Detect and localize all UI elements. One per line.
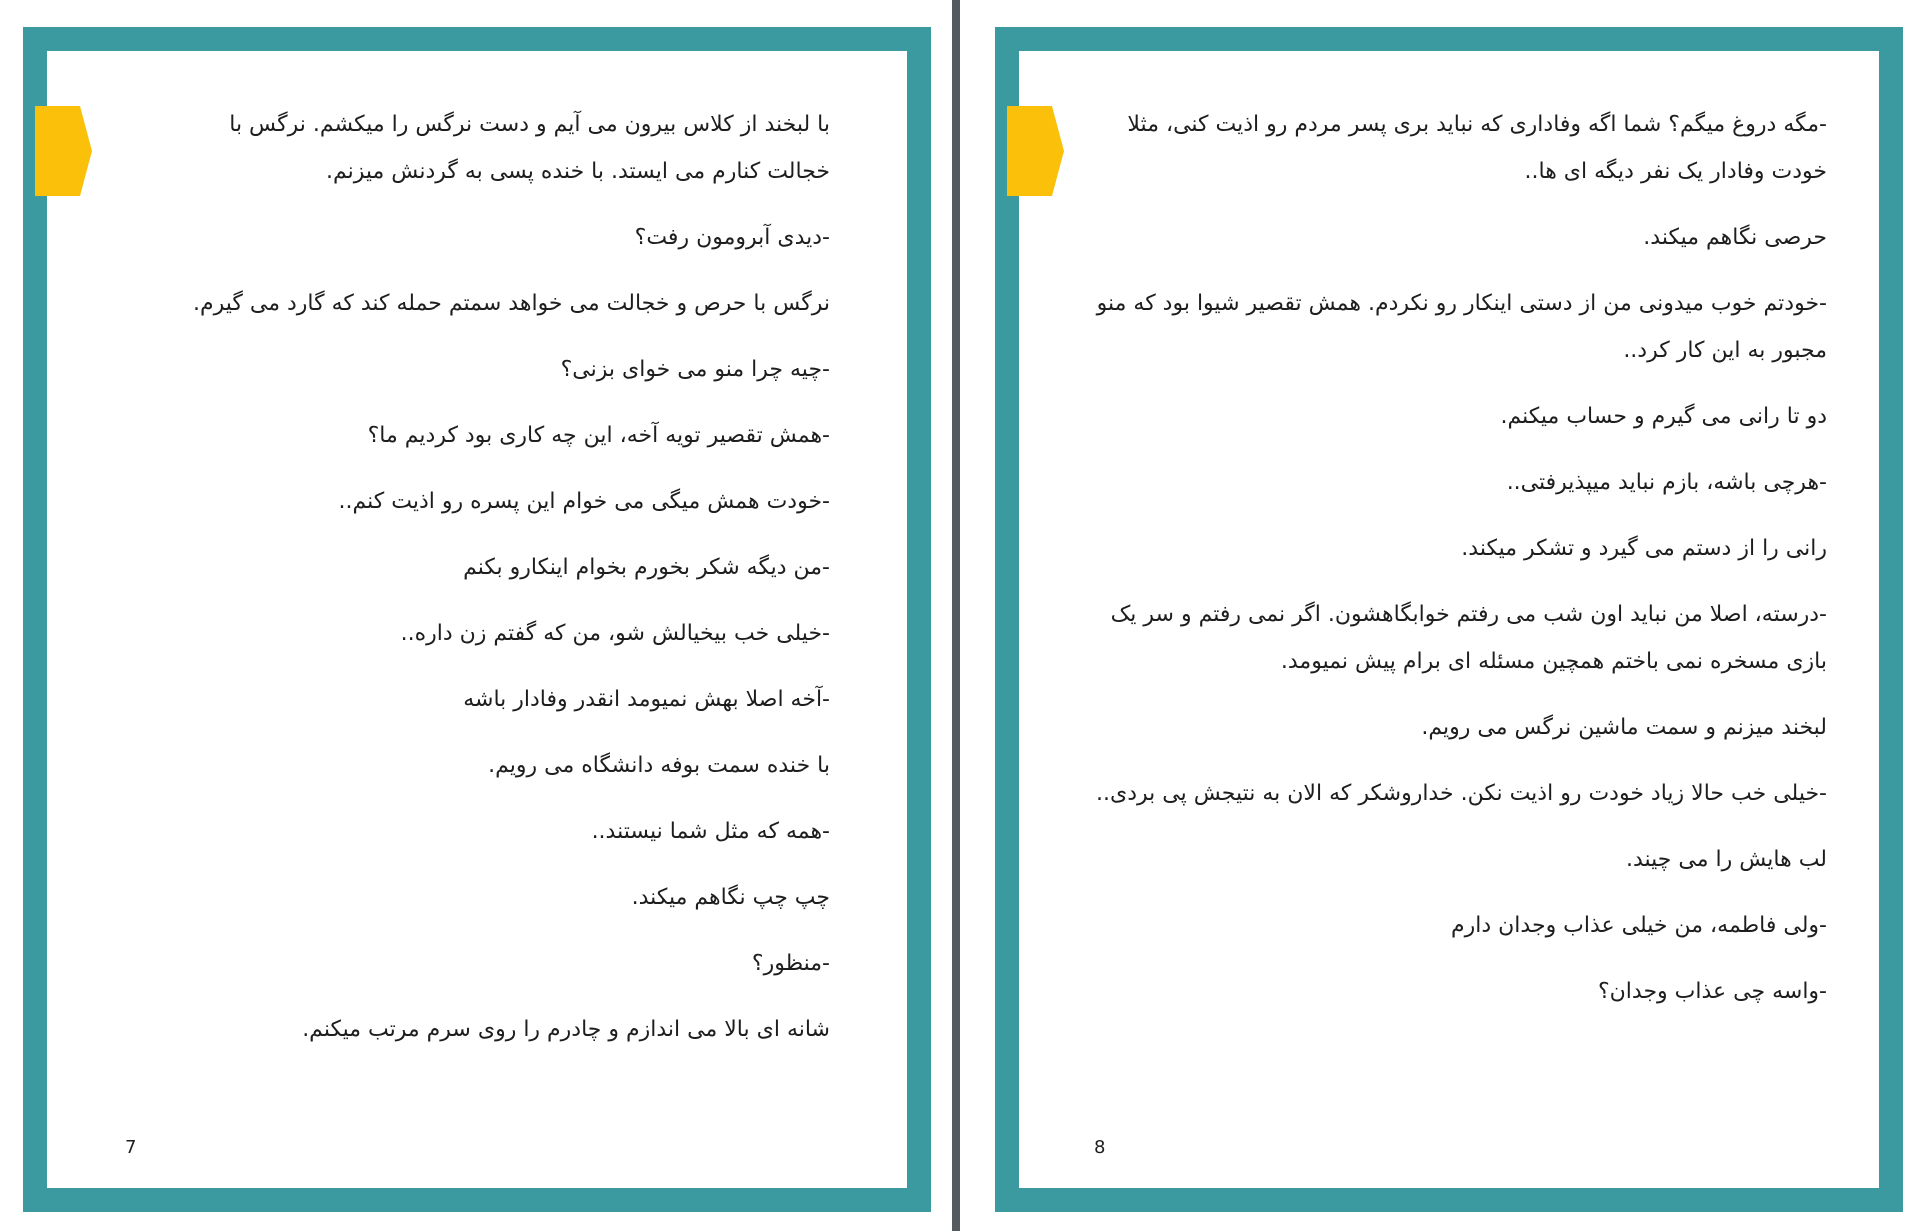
- page-right-content: [1019, 51, 1879, 1188]
- page-right: [995, 27, 1903, 1212]
- paragraph: -من دیگه شکر بخورم بخوام اینکارو بکنم: [463, 555, 830, 580]
- paragraph: لب هایش را می چیند.: [1625, 847, 1827, 872]
- page-number: 7: [125, 1137, 137, 1158]
- paragraph: -چیه چرا منو می خوای بزنی؟: [560, 357, 830, 382]
- page-gutter: [952, 0, 960, 1231]
- paragraph: لبخند میزنم و سمت ماشین نرگس می رویم.: [1421, 715, 1827, 740]
- paragraph: رانی را از دستم می گیرد و تشکر میکند.: [1461, 536, 1827, 561]
- page-left-content: [47, 51, 907, 1188]
- paragraph: -هرچی باشه، بازم نباید میپذیرفتی..: [1506, 470, 1827, 495]
- page-right-text: [1094, 101, 1827, 1034]
- paragraph: -درسته، اصلا من نباید اون شب می رفتم خوابگاهشون. اگر نمی رفتم و سر یک بازی مسخره نمی باختم همچین مسئله ای برام پیش نمیومد.: [1110, 602, 1827, 674]
- page-left: [23, 27, 931, 1212]
- page-number: 8: [1094, 1137, 1106, 1158]
- paragraph: با لبخند از کلاس بیرون می آیم و دست نرگس را میکشم. نرگس با خجالت کنارم می ایستد. با خنده پسی به گردنش میزنم.: [229, 112, 830, 184]
- paragraph: -خیلی خب بیخیالش شو، من که گفتم زن داره..: [400, 621, 830, 646]
- paragraph: -همش تقصیر تویه آخه، این چه کاری بود کردیم ما؟: [367, 423, 830, 448]
- paragraph: -دیدی آبرومون رفت؟: [634, 225, 830, 250]
- paragraph: حرصی نگاهم میکند.: [1643, 225, 1827, 250]
- paragraph: شانه ای بالا می اندازم و چادرم را روی سرم مرتب میکنم.: [302, 1017, 830, 1042]
- paragraph: -خیلی خب حالا زیاد خودت رو اذیت نکن. خداروشکر که الان به نتیجش پی بردی..: [1096, 781, 1827, 806]
- paragraph: -همه که مثل شما نیستند..: [591, 819, 830, 844]
- paragraph: با خنده سمت بوفه دانشگاه می رویم.: [488, 753, 830, 778]
- paragraph: -مگه دروغ میگم؟ شما اگه وفاداری که نباید بری پسر مردم رو اذیت کنی، مثلا خودت وفادار یک نفر دیگه ای ها..: [1127, 112, 1827, 184]
- bookmark-ribbon-icon: [35, 106, 92, 196]
- paragraph: -خودت همش میگی می خوام این پسره رو اذیت کنم..: [338, 489, 830, 514]
- page-left-text: [167, 101, 830, 1072]
- paragraph: -خودتم خوب میدونی من از دستی اینکار رو نکردم. همش تقصیر شیوا بود که منو مجبور به این کار کرد..: [1096, 291, 1827, 363]
- paragraph: -ولی فاطمه، من خیلی عذاب وجدان دارم: [1451, 913, 1827, 938]
- paragraph: چپ چپ نگاهم میکند.: [631, 885, 830, 910]
- paragraph: دو تا رانی می گیرم و حساب میکنم.: [1500, 404, 1827, 429]
- paragraph: نرگس با حرص و خجالت می خواهد سمتم حمله کند که گارد می گیرم.: [193, 291, 830, 316]
- bookmark-ribbon-icon: [1007, 106, 1064, 196]
- paragraph: -آخه اصلا بهش نمیومد انقدر وفادار باشه: [463, 687, 830, 712]
- paragraph: -منظور؟: [751, 951, 830, 976]
- paragraph: -واسه چی عذاب وجدان؟: [1597, 979, 1827, 1004]
